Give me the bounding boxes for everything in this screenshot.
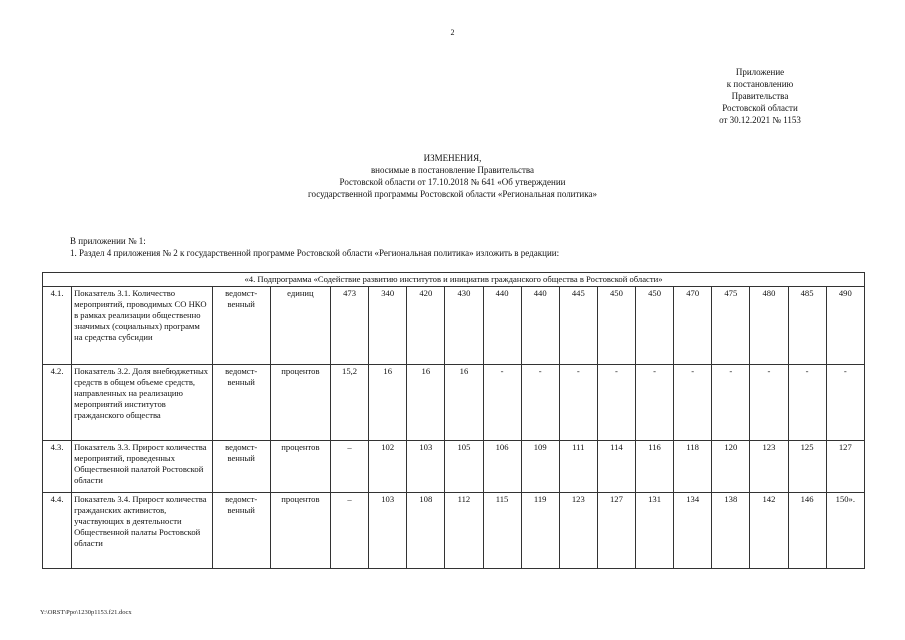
unit-of-measure: процентов [270, 441, 330, 493]
intro-line-1: В приложении № 1: [70, 236, 146, 246]
document-title [0, 152, 905, 200]
year-value: 134 [674, 493, 712, 569]
indicator-type: ведомст- венный [212, 287, 270, 365]
indicator-name: Показатель 3.4. Прирост количества гражданских активистов, участвующих в деятельности Общественной палаты Ростовской области [72, 493, 213, 569]
table-row [43, 365, 865, 441]
year-value: - [750, 365, 788, 441]
year-value: 131 [636, 493, 674, 569]
year-value: 103 [407, 441, 445, 493]
indicator-type: ведомст- венный [212, 493, 270, 569]
year-value: 340 [369, 287, 407, 365]
year-value: 440 [483, 287, 521, 365]
year-value: 108 [407, 493, 445, 569]
year-value: 15,2 [331, 365, 369, 441]
title-line: вносимые в постановление Правительства [370, 165, 535, 175]
year-value: 111 [559, 441, 597, 493]
unit-of-measure: процентов [270, 365, 330, 441]
indicator-type: ведомст- венный [212, 441, 270, 493]
table-row [43, 441, 865, 493]
year-value: 103 [369, 493, 407, 569]
row-number: 4.2. [43, 365, 72, 441]
year-value: 123 [559, 493, 597, 569]
table-row [43, 287, 865, 365]
year-value: 430 [445, 287, 483, 365]
year-value: 115 [483, 493, 521, 569]
year-value: - [788, 365, 826, 441]
year-value: 16 [369, 365, 407, 441]
year-value: 120 [712, 441, 750, 493]
year-value: 102 [369, 441, 407, 493]
appendix-line: к постановлению [726, 79, 794, 89]
year-value: 445 [559, 287, 597, 365]
year-value: - [597, 365, 635, 441]
page-number: 2 [450, 28, 455, 37]
year-value: - [559, 365, 597, 441]
title-line: Ростовской области от 17.10.2018 № 641 «Об утверждении [339, 177, 566, 187]
year-value: 490 [826, 287, 864, 365]
year-value: 420 [407, 287, 445, 365]
indicator-type: ведомст- венный [212, 365, 270, 441]
year-value: 480 [750, 287, 788, 365]
intro-text [70, 235, 559, 259]
year-value: - [483, 365, 521, 441]
unit-of-measure: процентов [270, 493, 330, 569]
appendix-line: Правительства [731, 91, 789, 101]
row-number: 4.1. [43, 287, 72, 365]
year-value: 150». [826, 493, 864, 569]
year-value: - [521, 365, 559, 441]
appendix-line: Приложение [735, 67, 785, 77]
year-value: – [331, 493, 369, 569]
year-value: 470 [674, 287, 712, 365]
row-number: 4.4. [43, 493, 72, 569]
appendix-block [640, 66, 880, 126]
year-value: 127 [597, 493, 635, 569]
year-value: - [636, 365, 674, 441]
intro-line-2: 1. Раздел 4 приложения № 2 к государственной программе Ростовской области «Региональная политика» изложить в редакции: [70, 248, 560, 258]
table-caption: «4. Подпрограмма «Содействие развитию институтов и инициатив гражданского общества в Ростовской области» [43, 273, 865, 287]
year-value: 138 [712, 493, 750, 569]
year-value: 114 [597, 441, 635, 493]
year-value: 116 [636, 441, 674, 493]
year-value: 450 [597, 287, 635, 365]
year-value: 475 [712, 287, 750, 365]
row-number: 4.3. [43, 441, 72, 493]
indicator-name: Показатель 3.2. Доля внебюджетных средств в общем объеме средств, направленных на реализацию мероприятий институтов гражданского общества [72, 365, 213, 441]
file-path-footer: Y:\ORST\Ppo\1230p1153.f21.docx [40, 609, 132, 616]
appendix-line: от 30.12.2021 № 1153 [719, 115, 801, 125]
year-value: – [331, 441, 369, 493]
year-value: 123 [750, 441, 788, 493]
year-value: 142 [750, 493, 788, 569]
year-value: 106 [483, 441, 521, 493]
indicator-name: Показатель 3.1. Количество мероприятий, проводимых СО НКО в рамках реализации общественно значимых (социальных) программ на средства субсидии [72, 287, 213, 365]
year-value: 473 [331, 287, 369, 365]
year-value: 127 [826, 441, 864, 493]
appendix-line: Ростовской области [722, 103, 798, 113]
year-value: 105 [445, 441, 483, 493]
year-value: 146 [788, 493, 826, 569]
year-value: 16 [407, 365, 445, 441]
title-line: государственной программы Ростовской области «Региональная политика» [308, 189, 597, 199]
year-value: 125 [788, 441, 826, 493]
indicators-table [42, 272, 865, 569]
year-value: - [674, 365, 712, 441]
year-value: - [712, 365, 750, 441]
year-value: 109 [521, 441, 559, 493]
year-value: 112 [445, 493, 483, 569]
year-value: 440 [521, 287, 559, 365]
year-value: 485 [788, 287, 826, 365]
unit-of-measure: единиц [270, 287, 330, 365]
year-value: 450 [636, 287, 674, 365]
year-value: - [826, 365, 864, 441]
year-value: 118 [674, 441, 712, 493]
table-row [43, 493, 865, 569]
year-value: 119 [521, 493, 559, 569]
title-line: ИЗМЕНЕНИЯ, [423, 153, 482, 163]
indicator-name: Показатель 3.3. Прирост количества мероприятий, проведенных Общественной палатой Ростовской области [72, 441, 213, 493]
year-value: 16 [445, 365, 483, 441]
